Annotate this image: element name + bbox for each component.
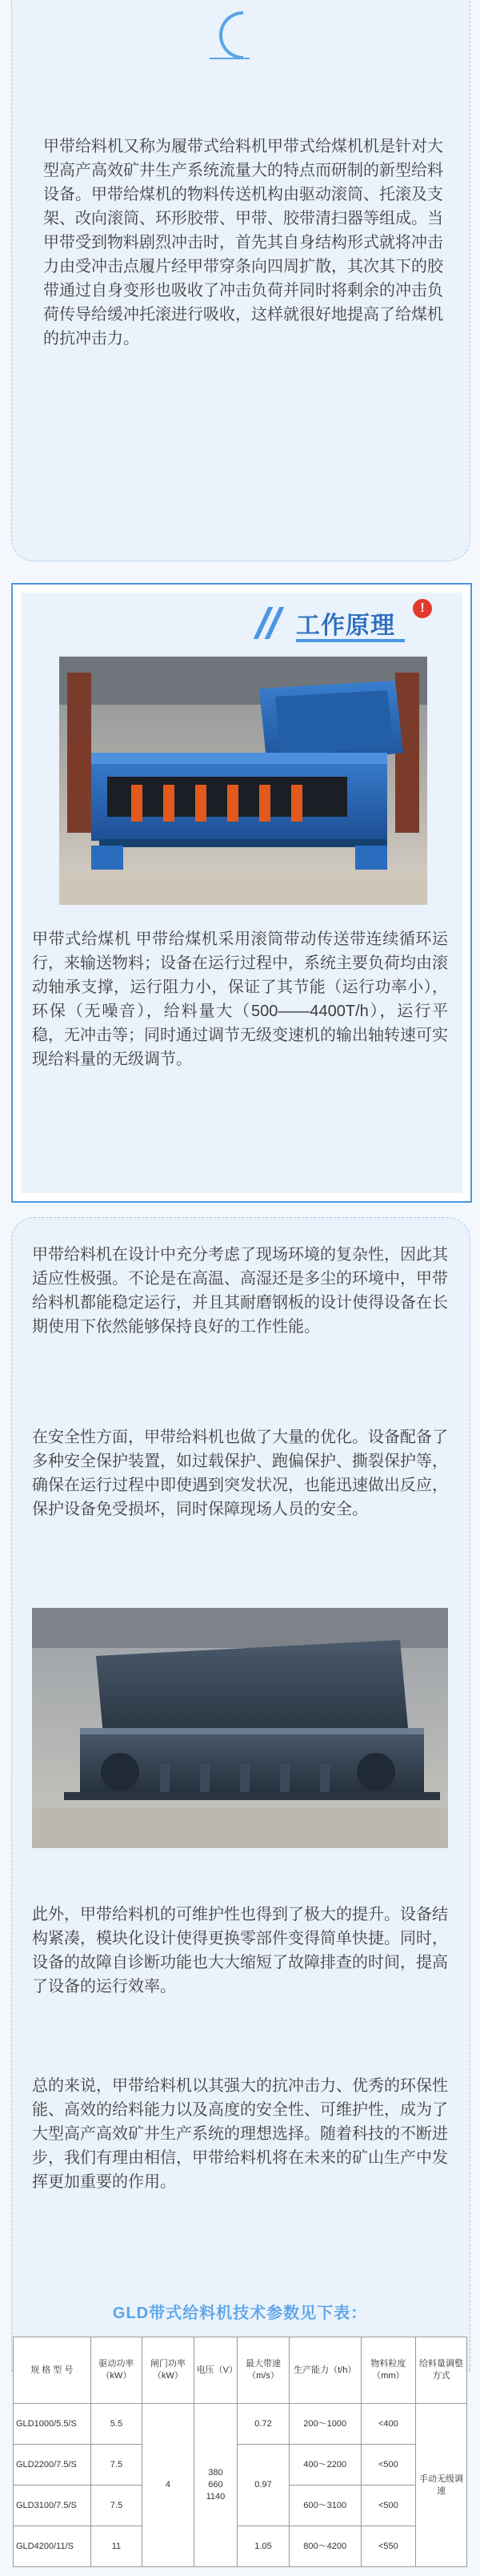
cell-capacity: 600～3100 [289,2486,361,2526]
header-adjust-method: 给料量调整方式 [416,2337,467,2404]
working-text: 甲带式给煤机 甲带给煤机采用滚筒带动传送带连续循环运行，来输送物料；设备在运行过程中，系统主要负荷均由滚动轴承支撑，运行阻力小，保证了其节能（运行功率小），环保（无噪音），给料量大（500——4400T/h），运行平稳，无冲击等；同时通过调节无级变速机的输出轴转速可实现给料量的无级调节。 [32,930,448,1068]
intro-text: 甲带给料机又称为履带式给料机甲带式给煤机机是针对大型高产高效矿井生产系统流量大的特点而研制的新型给料设备。甲带给煤机的物料传送机构由驱动滚筒、托滚及支架、改向滚筒、环形胶带、甲带、胶带清扫器等组成。当甲带受到物料剧烈冲击时，首先其自身结构形式就将冲击力由受冲击点履片经甲带穿条向四周扩散，其次其下的胶带通过自身变形也吸收了冲击负荷并同时将剩余的冲击负荷传导给缓冲托滚进行吸收，这样就很好地提高了给煤机的抗冲击力。 [43,138,443,348]
working-title-block [254,599,440,644]
table-row [14,2404,467,2445]
cell-gate-power: 4 [142,2404,194,2567]
exclamation-badge-icon: ! [413,599,432,618]
cell-capacity: 200～1000 [289,2404,361,2445]
slash-decoration-icon [254,607,285,637]
cell-capacity: 400～2200 [289,2445,361,2486]
spec-table [13,2337,467,2567]
working-title: 工作原理 [296,613,395,639]
machine-photo-gray-feeder [32,1608,448,1848]
cell-model: GLD3100/7.5/S [14,2486,91,2526]
cell-belt-speed: 1.05 [238,2526,290,2567]
cell-model: GLD2200/7.5/S [14,2445,91,2486]
cell-drive-power: 5.5 [90,2404,142,2445]
details-paragraph-3: 此外，甲带给料机的可维护性也得到了极大的提升。设备结构紧凑，模块化设计使得更换零部件变得简单快捷。同时，设备的故障自诊断功能也大大缩短了故障排查的时间，提高了设备的运行效率。 [32,1906,448,1995]
details-paragraph-4: 总的来说，甲带给料机以其强大的抗冲击力、优秀的环保性能、高效的给料能力以及高度的安全性、可维护性，成为了大型高产高效矿井生产系统的理想选择。随着科技的不断进步，我们有理由相信，甲带给料机将在未来的矿山生产中发挥更加重要的作用。 [32,2077,448,2191]
cell-model: GLD1000/5.5/S [14,2404,91,2445]
cell-drive-power: 11 [90,2526,142,2567]
cell-model: GLD4200/11/S [14,2526,91,2567]
machine-photo-blue-feeder [59,657,427,905]
cell-particle-size: <400 [361,2404,415,2445]
cell-belt-speed: 0.72 [238,2404,290,2445]
header-belt-speed: 最大带速（m/s） [238,2337,290,2404]
cell-adjust-method: 手动无级调速 [416,2404,467,2567]
table-title: GLD带式给料机技术参数见下表： [112,2305,368,2322]
cell-particle-size: <500 [361,2486,415,2526]
details-paragraph-1: 甲带给料机在设计中充分考虑了现场环境的复杂性，因此其适应性极强。不论是在高温、高湿还是多尘的环境中，甲带给料机都能稳定运行，并且其耐磨钢板的设计使得设备在长期使用下依然能够保持良好的工作性能。 [32,1246,448,1336]
c-letter-underline [210,58,250,59]
header-gate-power: 闸门功率（kW） [142,2337,194,2404]
cell-drive-power: 7.5 [90,2445,142,2486]
cell-voltage: 380 660 1140 [194,2404,238,2567]
details-paragraph-2: 在安全性方面，甲带给料机也做了大量的优化。设备配备了多种安全保护装置，如过载保护、跑偏保护、撕裂保护等，确保在运行过程中即使遇到突发状况，也能迅速做出反应，保护设备免受损坏，同时保障现场人员的安全。 [32,1429,448,1518]
table-header-row [14,2337,467,2404]
cell-particle-size: <500 [361,2445,415,2486]
working-title-underline [296,639,405,642]
header-drive-power: 驱动功率（kW） [90,2337,142,2404]
cell-particle-size: <550 [361,2526,415,2567]
header-model: 规 格 型 号 [14,2337,91,2404]
header-voltage: 电压（V） [194,2337,238,2404]
header-particle-size: 物料粒度（mm） [361,2337,415,2404]
cell-belt-speed: 0.97 [238,2445,290,2526]
table-row [14,2526,467,2567]
header-capacity: 生产能力（t/h） [289,2337,361,2404]
table-row [14,2445,467,2486]
cell-drive-power: 7.5 [90,2486,142,2526]
cell-capacity: 800～4200 [289,2526,361,2567]
